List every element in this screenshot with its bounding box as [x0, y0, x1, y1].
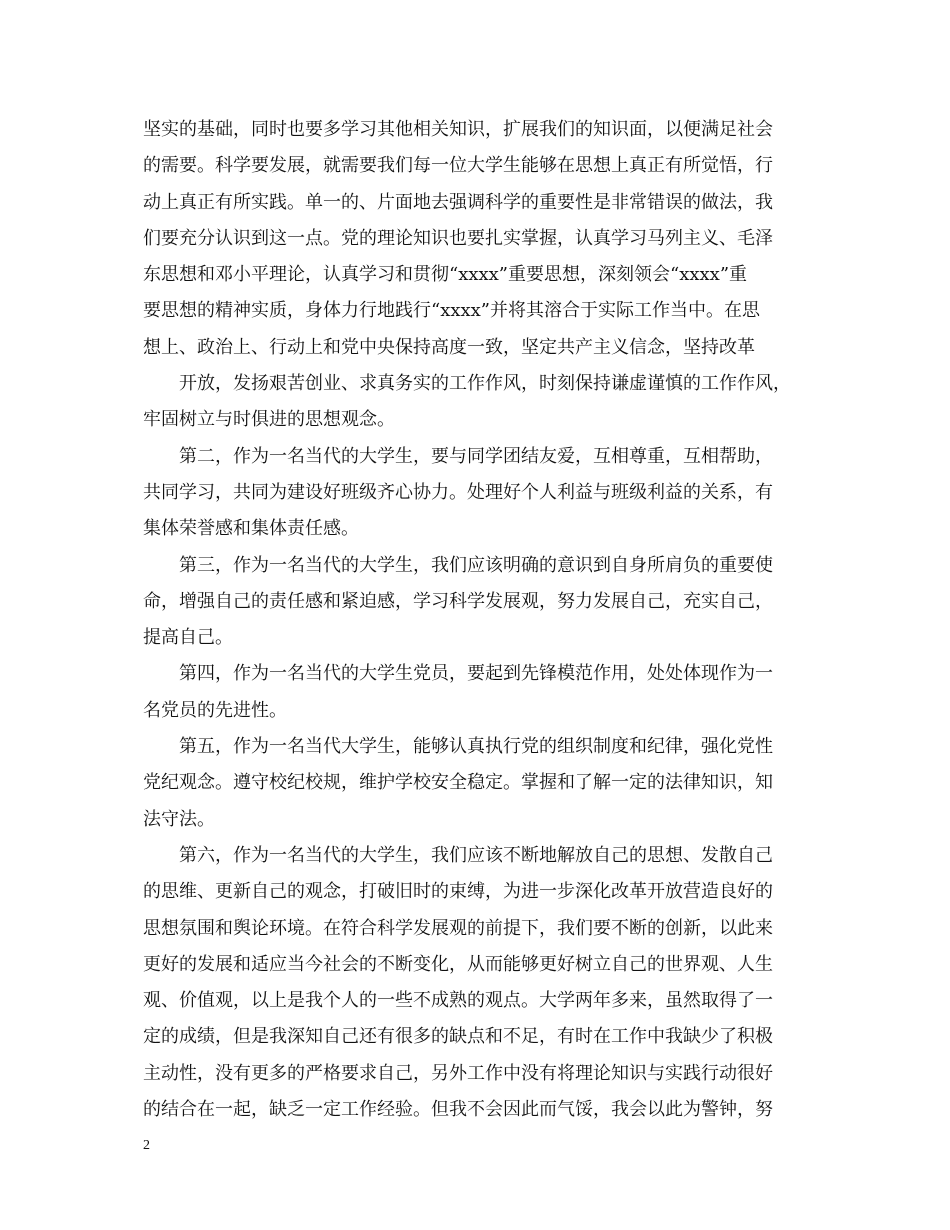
body-text	[143, 112, 813, 1128]
paragraph-3: 第二，作为一名当代的大学生，要与同学团结友爱，互相尊重，互相帮助， 共同学习，共同为建设好班级齐心协力。处理好个人利益与班级利益的关系，有 集体荣誉感和集体责任感。	[143, 445, 773, 540]
paragraph-2: 开放，发扬艰苦创业、求真务实的工作作风，时刻保持谦虚谨慎的工作作风， 牢固树立与时俱进的思想观念。	[143, 373, 791, 431]
paragraph-6: 第五，作为一名当代大学生，能够认真执行党的组织制度和纪律，强化党性 党纪观念。遵守校纪校规，维护学校安全稳定。掌握和了解一定的法律知识，知 法守法。	[143, 736, 773, 830]
paragraph-7: 第六，作为一名当代的大学生，我们应该不断地解放自己的思想、发散自己 的思维、更新自己的观念，打破旧时的束缚，为进一步深化改革开放营造良好的 思想氛围和舆论环境。在符合科学发展观的前提下，我们要不断的创新，以此来 更好的发展和适应当今社会的不断变化，从而能够更好树立自己的世界观、人生 观、价值观，以上是我个人的一些不成熟的观点。大学两年多来，虽然取得了一 定的成绩，但是我深知自己还有很多的缺点和不足，有时在工作中我缺少了积极 主动性，没有更多的严格要求自己，另外工作中没有将理论知识与实践行动很好 的结合在一起，缺乏一定工作经验。但我不会因此而气馁，我会以此为警钟，努	[143, 844, 773, 1121]
paragraph-4: 第三，作为一名当代的大学生，我们应该明确的意识到自身所肩负的重要使 命，增强自己的责任感和紧迫感，学习科学发展观，努力发展自己，充实自己， 提高自己。	[143, 554, 773, 649]
paragraph-5: 第四，作为一名当代的大学生党员，要起到先锋模范作用，处处体现作为一 名党员的先进性。	[143, 663, 773, 721]
paragraph-1: 坚实的基础，同时也要多学习其他相关知识，扩展我们的知识面，以便满足社会 的需要。科学要发展，就需要我们每一位大学生能够在思想上真正有所觉悟，行 动上真正有所实践。单一的、片面地去强调科学的重要性是非常错误的做法，我 们要充分认识到这一点。党的理论知识也要扎实掌握，认真学习马列主义、毛泽 东思想和邓小平理论，认真学习和贯彻“xxxx”重要思想，深刻领会“xxxx”重 要思想的精神实质，身体力行地践行“xxxx”并将其溶合于实际工作当中。在思 想上、政治上、行动上和党中央保持高度一致，坚定共产主义信念，坚持改革	[143, 119, 773, 358]
page-number: 2	[143, 1138, 150, 1153]
